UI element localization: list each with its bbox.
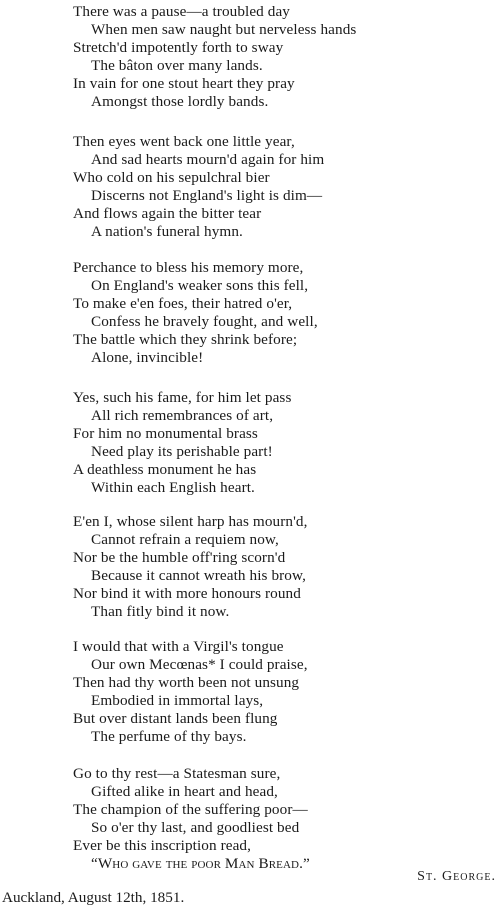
poem-line: Stretch'd impotently forth to sway — [73, 39, 284, 56]
poem-line: A deathless monument he has — [73, 461, 257, 478]
poem-line: There was a pause—a troubled day — [73, 3, 291, 20]
poem-line: Then eyes went back one little year, — [73, 133, 295, 150]
poem-line: Need play its perishable part! — [91, 443, 273, 460]
poem-line: Embodied in immortal lays, — [91, 692, 264, 709]
poem-line: The battle which they shrink before; — [73, 331, 298, 348]
poem-line: So o'er thy last, and goodliest bed — [91, 819, 300, 836]
poem-line: And sad hearts mourn'd again for him — [91, 151, 325, 168]
poem-line: Who cold on his sepulchral bier — [73, 169, 270, 186]
poem-line: For him no monumental brass — [73, 425, 258, 442]
closing-inscription: “Who gave the poor Man Bread.” — [91, 855, 310, 872]
poem-line: Within each English heart. — [91, 479, 255, 496]
poem-line: I would that with a Virgil's tongue — [73, 638, 284, 655]
author-signature: St. George. — [417, 869, 496, 884]
poem-line: When men saw naught but nerveless hands — [91, 21, 357, 38]
poem-line: Nor be the humble off'ring scorn'd — [73, 549, 286, 566]
poem-line: Confess he bravely fought, and well, — [91, 313, 318, 330]
poem-line: Discerns not England's light is dim— — [91, 187, 323, 204]
poem-line: Alone, invincible! — [91, 349, 204, 366]
poem-line: Our own Mecœnas* I could praise, — [91, 656, 308, 673]
poem-line: Go to thy rest—a Statesman sure, — [73, 765, 281, 782]
poem-line: The bâton over many lands. — [91, 57, 263, 74]
poem-line: The champion of the suffering poor— — [73, 801, 308, 818]
poem-line: Yes, such his fame, for him let pass — [73, 389, 292, 406]
poem-line: And flows again the bitter tear — [73, 205, 262, 222]
poem-line: Than fitly bind it now. — [91, 603, 230, 620]
poem-line: To make e'en foes, their hatred o'er, — [73, 295, 293, 312]
poem-line: A nation's funeral hymn. — [91, 223, 243, 240]
dateline: Auckland, August 12th, 1851. — [2, 889, 185, 906]
poem-line: Gifted alike in heart and head, — [91, 783, 278, 800]
poem-line: Perchance to bless his memory more, — [73, 259, 304, 276]
poem-line: Ever be this inscription read, — [73, 837, 252, 854]
poem-line: Then had thy worth been not unsung — [73, 674, 300, 691]
poem-line: On England's weaker sons this fell, — [91, 277, 309, 294]
poem-line: Amongst those lordly bands. — [91, 93, 269, 110]
poem-line: Because it cannot wreath his brow, — [91, 567, 306, 584]
poem-line: But over distant lands been flung — [73, 710, 278, 727]
poem-line: All rich remembrances of art, — [91, 407, 274, 424]
poem-line: In vain for one stout heart they pray — [73, 75, 295, 92]
poem-line: Nor bind it with more honours round — [73, 585, 301, 602]
poem-line: Cannot refrain a requiem now, — [91, 531, 279, 548]
poem-line: E'en I, whose silent harp has mourn'd, — [73, 513, 308, 530]
poem-line: The perfume of thy bays. — [91, 728, 247, 745]
